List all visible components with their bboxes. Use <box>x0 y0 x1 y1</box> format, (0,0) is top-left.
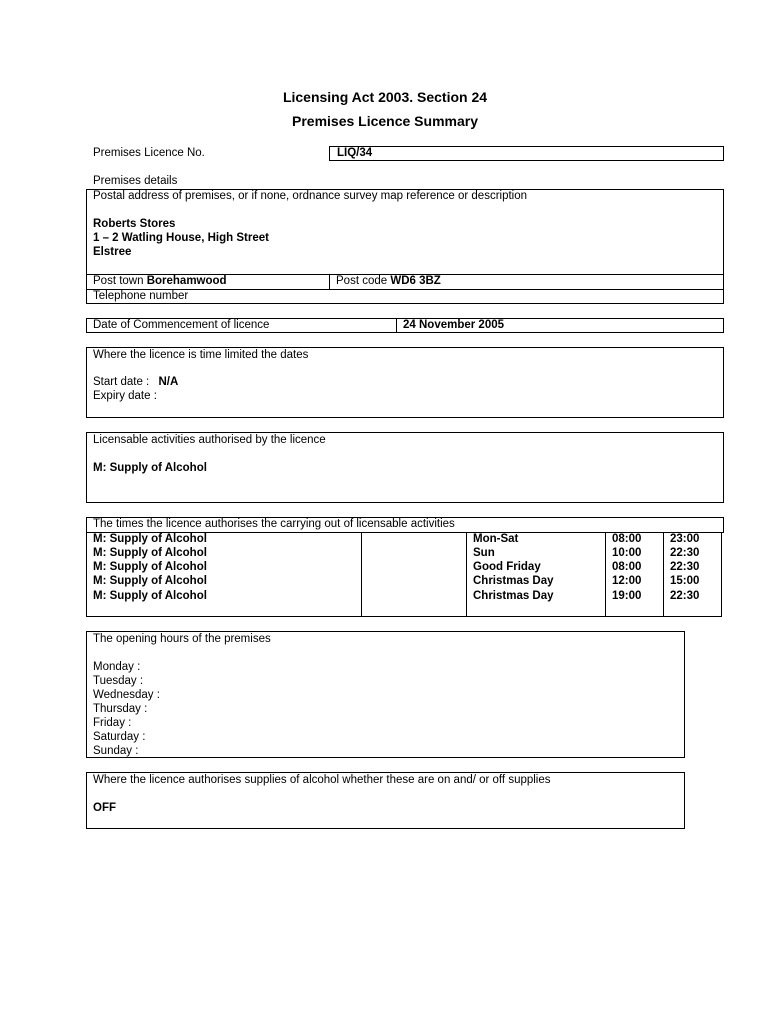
times-row-start: 10:00 <box>612 547 642 559</box>
times-heading-box <box>86 517 724 533</box>
address-label: Postal address of premises, or if none, ordnance survey map reference or description <box>93 190 528 202</box>
times-row-day: Sun <box>473 547 495 559</box>
opening-day: Tuesday : <box>93 675 144 687</box>
times-row-activity: M: Supply of Alcohol <box>93 547 207 559</box>
post-town-value: Borehamwood <box>146 275 227 287</box>
commencement-box <box>86 318 724 333</box>
opening-day: Monday : <box>93 661 141 673</box>
divider <box>396 319 397 332</box>
times-row-start: 08:00 <box>612 561 642 573</box>
start-date-label: Start date : <box>93 376 150 388</box>
times-row-end: 15:00 <box>670 575 700 587</box>
premises-box <box>86 189 724 304</box>
divider <box>361 533 362 616</box>
start-date-row <box>93 376 178 388</box>
times-heading: The times the licence authorises the carrying out of licensable activities <box>93 518 455 530</box>
opening-day: Friday : <box>93 717 132 729</box>
post-code-value: WD6 3BZ <box>390 275 441 287</box>
licence-no-value: LIQ/34 <box>337 147 373 159</box>
activities-value: M: Supply of Alcohol <box>93 462 207 474</box>
time-limited-box <box>86 347 724 418</box>
times-row-start: 19:00 <box>612 590 642 602</box>
licence-no-label: Premises Licence No. <box>93 147 205 159</box>
opening-day: Wednesday : <box>93 689 160 701</box>
opening-day: Thursday : <box>93 703 148 715</box>
supplies-box <box>86 772 685 829</box>
divider <box>466 533 467 616</box>
times-row-day: Christmas Day <box>473 575 554 587</box>
address-line-1: Roberts Stores <box>93 218 176 230</box>
document-subtitle: Premises Licence Summary <box>292 113 478 129</box>
times-row-activity: M: Supply of Alcohol <box>93 590 207 602</box>
post-town-row <box>93 275 227 287</box>
commencement-label: Date of Commencement of licence <box>93 319 270 331</box>
opening-hours-box <box>86 631 685 758</box>
premises-heading: Premises details <box>93 175 178 187</box>
times-row-start: 08:00 <box>612 533 642 545</box>
address-line-2: 1 – 2 Watling House, High Street <box>93 232 269 244</box>
times-row-start: 12:00 <box>612 575 642 587</box>
times-row-end: 22:30 <box>670 590 700 602</box>
opening-hours-heading: The opening hours of the premises <box>93 633 271 645</box>
times-table <box>86 532 722 617</box>
supplies-heading: Where the licence authorises supplies of alcohol whether these are on and/ or off supplies <box>93 774 551 786</box>
times-row-end: 22:30 <box>670 547 700 559</box>
divider <box>329 274 330 289</box>
times-row-day: Good Friday <box>473 561 541 573</box>
opening-day: Sunday : <box>93 745 139 757</box>
activities-box <box>86 432 724 503</box>
post-code-row <box>336 275 441 287</box>
post-town-label: Post town <box>93 275 144 287</box>
opening-day: Saturday : <box>93 731 146 743</box>
times-row-activity: M: Supply of Alcohol <box>93 575 207 587</box>
telephone-label: Telephone number <box>93 290 189 302</box>
times-row-activity: M: Supply of Alcohol <box>93 561 207 573</box>
times-row-end: 23:00 <box>670 533 700 545</box>
post-code-label: Post code <box>336 275 388 287</box>
times-row-activity: M: Supply of Alcohol <box>93 533 207 545</box>
divider <box>605 533 606 616</box>
times-row-day: Mon-Sat <box>473 533 519 545</box>
commencement-value: 24 November 2005 <box>403 319 505 331</box>
document-title: Licensing Act 2003. Section 24 <box>282 89 488 105</box>
divider <box>663 533 664 616</box>
time-limited-heading: Where the licence is time limited the dates <box>93 349 309 361</box>
times-row-end: 22:30 <box>670 561 700 573</box>
supplies-value: OFF <box>93 802 116 814</box>
activities-heading: Licensable activities authorised by the licence <box>93 434 326 446</box>
expiry-date-label: Expiry date : <box>93 390 157 402</box>
licence-no-box <box>329 146 724 161</box>
times-row-day: Christmas Day <box>473 590 554 602</box>
address-line-3: Elstree <box>93 246 132 258</box>
start-date-value: N/A <box>158 376 179 388</box>
